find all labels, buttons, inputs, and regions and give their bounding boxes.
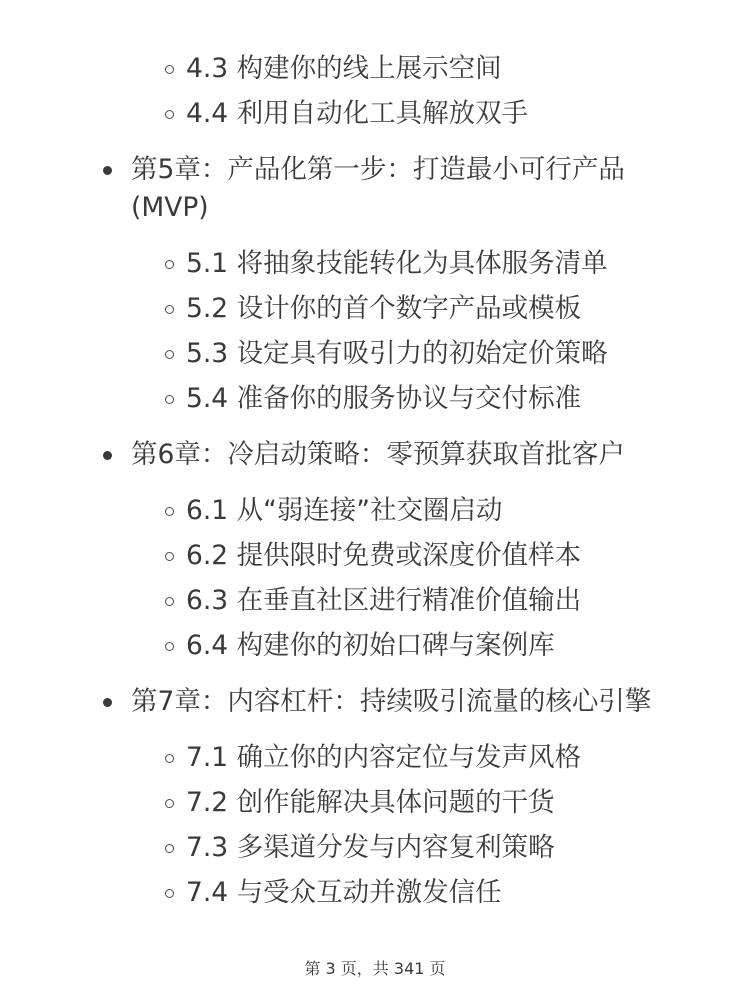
circle-bullet-icon [165, 537, 186, 561]
toc-subitem [165, 537, 654, 575]
toc-subitem-label: 7.1 确立你的内容定位与发声风格 [186, 742, 582, 773]
circle-bullet-icon [165, 335, 186, 359]
chapter7-subitem-group [103, 739, 654, 919]
circle-bullet-icon [165, 582, 186, 606]
circle-bullet-icon [165, 492, 186, 516]
toc-subitem [165, 492, 654, 530]
toc-subitem [165, 874, 654, 912]
page-number-indicator: 第 3 页，共 341 页 [304, 959, 446, 978]
toc-subitem [165, 335, 654, 373]
chapter5-subitem-group [103, 245, 654, 425]
toc-subitem-label: 5.1 将抽象技能转化为具体服务清单 [186, 248, 608, 279]
circle-bullet-icon [165, 739, 186, 763]
toc-subitem-label: 5.4 准备你的服务协议与交付标准 [186, 383, 582, 414]
circle-bullet-icon [165, 245, 186, 269]
toc-subitem-label: 6.2 提供限时免费或深度价值样本 [186, 540, 582, 571]
disc-bullet-icon [103, 683, 131, 707]
circle-bullet-icon [165, 829, 186, 853]
chapter4-subitem-group [103, 50, 654, 140]
circle-bullet-icon [165, 627, 186, 651]
toc-subitem [165, 784, 654, 822]
toc-subitem-label: 4.4 利用自动化工具解放双手 [186, 98, 529, 129]
toc-subitem [165, 829, 654, 867]
toc-chapter-title: 第5章：产品化第一步：打造最小可行产品 (MVP) [131, 154, 625, 223]
toc-subitem-label: 7.3 多渠道分发与内容复利策略 [186, 832, 555, 863]
toc-subitem-label: 6.1 从“弱连接”社交圈启动 [186, 495, 503, 526]
toc-chapter-item [103, 683, 654, 721]
toc-subitem [165, 380, 654, 418]
disc-bullet-icon [103, 436, 131, 460]
toc-chapter-item [103, 436, 654, 474]
toc-subitem [165, 582, 654, 620]
circle-bullet-icon [165, 380, 186, 404]
toc-subitem-label: 5.3 设定具有吸引力的初始定价策略 [186, 338, 608, 369]
table-of-contents [103, 39, 654, 930]
disc-bullet-icon [103, 151, 131, 175]
toc-subitem [165, 627, 654, 665]
toc-subitem-label: 7.4 与受众互动并激发信任 [186, 877, 502, 908]
toc-subitem-label: 4.3 构建你的线上展示空间 [186, 53, 502, 84]
toc-subitem-label: 6.4 构建你的初始口碑与案例库 [186, 630, 555, 661]
circle-bullet-icon [165, 50, 186, 74]
toc-subitem [165, 50, 654, 88]
toc-subitem-label: 6.3 在垂直社区进行精准价值输出 [186, 585, 582, 616]
toc-subitem [165, 290, 654, 328]
toc-subitem [165, 95, 654, 133]
toc-subitem-label: 5.2 设计你的首个数字产品或模板 [186, 293, 582, 324]
circle-bullet-icon [165, 290, 186, 314]
toc-subitem [165, 739, 654, 777]
circle-bullet-icon [165, 874, 186, 898]
chapter6-subitem-group [103, 492, 654, 672]
circle-bullet-icon [165, 784, 186, 808]
toc-chapter-title: 第6章：冷启动策略：零预算获取首批客户 [131, 439, 625, 470]
toc-chapter-item [103, 151, 654, 227]
toc-subitem [165, 245, 654, 283]
circle-bullet-icon [165, 95, 186, 119]
toc-subitem-label: 7.2 创作能解决具体问题的干货 [186, 787, 555, 818]
toc-chapter-title: 第7章：内容杠杆：持续吸引流量的核心引擎 [131, 686, 652, 717]
